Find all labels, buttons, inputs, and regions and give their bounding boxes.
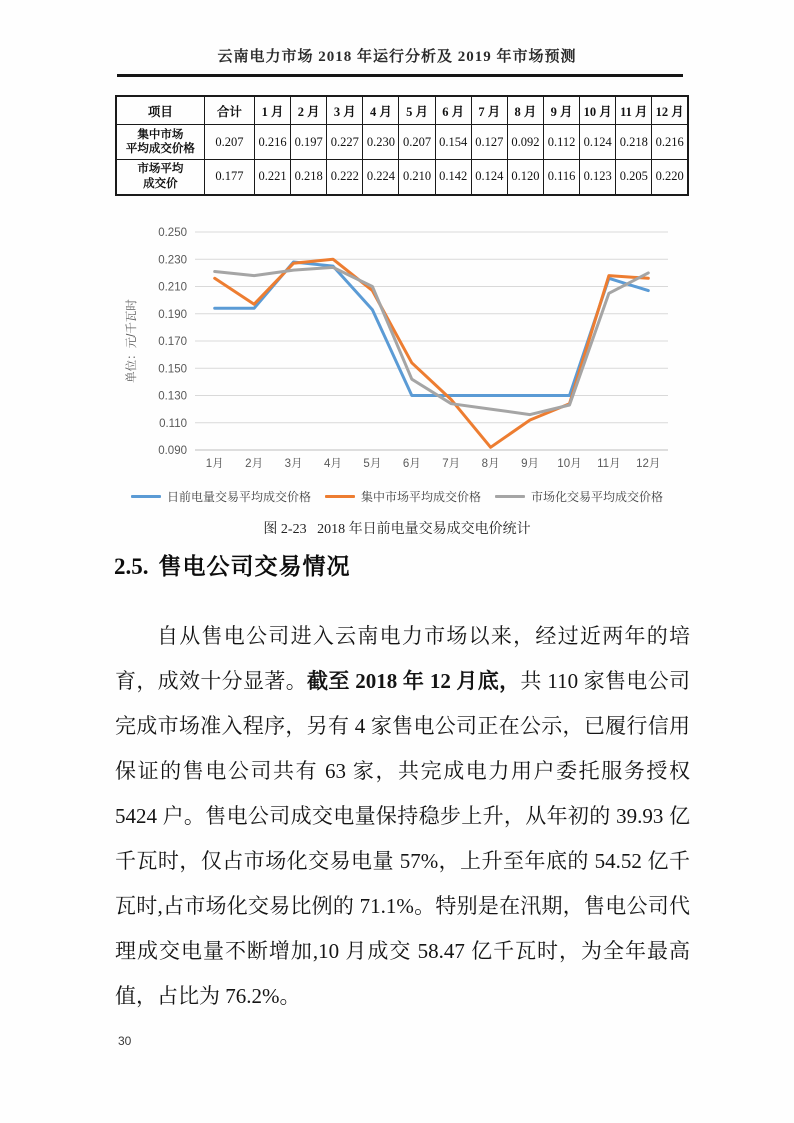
table-cell: 0.222 — [327, 160, 363, 195]
legend-label: 市场化交易平均成交价格 — [531, 490, 664, 504]
table-cell: 0.142 — [435, 160, 471, 195]
table-row-label-line: 成交价 — [143, 177, 178, 190]
x-tick-label: 2月 — [245, 458, 264, 470]
y-tick-label: 0.170 — [158, 336, 187, 348]
price-chart-svg — [115, 226, 689, 478]
table-cell: 0.218 — [616, 125, 652, 160]
price-table-head — [116, 96, 688, 125]
legend-item — [495, 488, 663, 505]
paragraph-segment: 自从售电公司进入云南电力市场以来，经过近两年的培育，成效十分显著。 — [115, 624, 690, 693]
table-row-label-line: 平均成交价格 — [125, 143, 195, 155]
table-cell: 0.216 — [254, 125, 290, 160]
y-tick-label: 0.110 — [159, 417, 187, 430]
table-cell: 0.218 — [291, 160, 327, 195]
table-cell: 0.177 — [204, 160, 254, 195]
table-cell: 0.112 — [543, 125, 579, 160]
table-header-cell: 4 月 — [363, 96, 399, 125]
table-cell: 0.154 — [435, 125, 471, 160]
table-header-cell: 11 月 — [616, 96, 652, 125]
table-row-label — [116, 160, 204, 195]
y-tick-label: 0.230 — [158, 254, 187, 267]
table-row — [116, 125, 688, 160]
table-row-label-line: 集中市场 — [137, 128, 184, 141]
table-header-cell: 2 月 — [291, 96, 327, 125]
table-header-cell: 5 月 — [399, 96, 435, 125]
section-heading — [114, 548, 351, 581]
x-tick-label: 11月 — [597, 458, 621, 470]
paragraph-segment-bold: 截至 2018 年 12 月底， — [307, 669, 521, 693]
x-tick-label: 6月 — [402, 458, 421, 470]
table-cell: 0.220 — [652, 160, 688, 195]
table-header-cell: 12 月 — [652, 96, 688, 125]
table-cell: 0.230 — [363, 125, 399, 160]
table-cell: 0.120 — [507, 160, 543, 195]
table-row — [116, 160, 688, 195]
table-cell: 0.205 — [616, 160, 652, 195]
table-row-label-line: 市场平均 — [137, 163, 184, 176]
table-header-cell: 7 月 — [471, 96, 507, 125]
y-tick-label: 0.250 — [158, 227, 187, 239]
table-header-row — [116, 96, 688, 125]
x-tick-label: 10月 — [557, 458, 582, 470]
table-cell: 0.227 — [327, 125, 363, 160]
table-cell: 0.197 — [291, 125, 327, 160]
x-tick-label: 8月 — [481, 458, 500, 470]
legend-item — [325, 488, 481, 505]
figure-caption: 图 2-23 2018 年日前电量交易成交电价统计 — [263, 522, 531, 537]
table-cell: 0.123 — [580, 160, 616, 195]
x-tick-label: 9月 — [521, 458, 539, 470]
table-header-cell: 1 月 — [254, 96, 290, 125]
section-heading-text: 售电公司交易情况 — [158, 553, 351, 579]
table-header-cell: 6 月 — [435, 96, 471, 125]
paragraph-segment: 共 110 家售电公司完成市场准入程序，另有 4 家售电公司正在公示，已履行信用保证的售电公司共有 63 家，共完成电力用户委托服务授权 5424 户。售电公司成交电量保持稳步上升，从年初的 39.93 亿千瓦时，仅占市场化交易电量 57%，上升至年底的 54.52 亿千瓦时,占市场化交易比例的 71.1%。特别是在汛期，售电公司代理成交电量不断增加,10 月成交 58.47 亿千瓦时，为全年最高值，占比为 76.2%。 — [115, 669, 691, 1008]
legend-label: 集中市场平均成交价格 — [360, 490, 481, 504]
table-header-cell: 10 月 — [580, 96, 616, 125]
x-tick-label: 3月 — [284, 458, 303, 470]
series-line — [215, 262, 649, 396]
price-table-body — [116, 125, 688, 195]
table-cell: 0.224 — [363, 160, 399, 195]
legend-line-swatch — [131, 495, 161, 498]
table-cell: 0.127 — [471, 125, 507, 160]
table-cell: 0.207 — [204, 125, 254, 160]
y-tick-label: 0.210 — [158, 281, 187, 294]
table-row-label — [116, 125, 204, 160]
table-header-cell: 项目 — [116, 96, 204, 125]
table-cell: 0.221 — [254, 160, 290, 195]
table-header-cell: 3 月 — [327, 96, 363, 125]
legend-item — [131, 488, 311, 505]
price-table — [115, 95, 689, 196]
price-chart — [115, 226, 689, 478]
x-tick-label: 1月 — [205, 458, 224, 470]
table-header-cell: 9 月 — [543, 96, 579, 125]
table-header-cell: 合计 — [204, 96, 254, 125]
y-tick-label: 0.150 — [158, 363, 187, 376]
table-cell: 0.124 — [580, 125, 616, 160]
page-number: 30 — [118, 1034, 132, 1048]
table-cell: 0.207 — [399, 125, 435, 160]
table-cell: 0.210 — [399, 160, 435, 195]
table-cell: 0.092 — [507, 125, 543, 160]
x-tick-label: 4月 — [324, 458, 342, 470]
page-header-title: 云南电力市场 2018 年运行分析及 2019 年市场预测 — [217, 49, 577, 65]
legend-line-swatch — [495, 495, 525, 498]
legend-line-swatch — [325, 495, 355, 498]
x-tick-label: 5月 — [363, 458, 382, 470]
x-tick-label: 12月 — [636, 458, 661, 470]
y-axis-title: 单位：元/千瓦时 — [126, 299, 138, 383]
table-cell: 0.124 — [471, 160, 507, 195]
y-tick-label: 0.090 — [158, 445, 187, 457]
y-tick-label: 0.130 — [158, 390, 187, 403]
x-tick-label: 7月 — [442, 458, 461, 470]
chart-legend — [0, 488, 794, 505]
legend-label: 日前电量交易平均成交价格 — [166, 490, 311, 504]
section-heading-number: 2.5. — [114, 554, 149, 579]
table-cell: 0.216 — [652, 125, 688, 160]
y-tick-label: 0.190 — [158, 308, 187, 321]
table-cell: 0.116 — [543, 160, 579, 195]
table-header-cell: 8 月 — [507, 96, 543, 125]
body-paragraph — [115, 614, 690, 1019]
header-rule — [117, 74, 683, 77]
